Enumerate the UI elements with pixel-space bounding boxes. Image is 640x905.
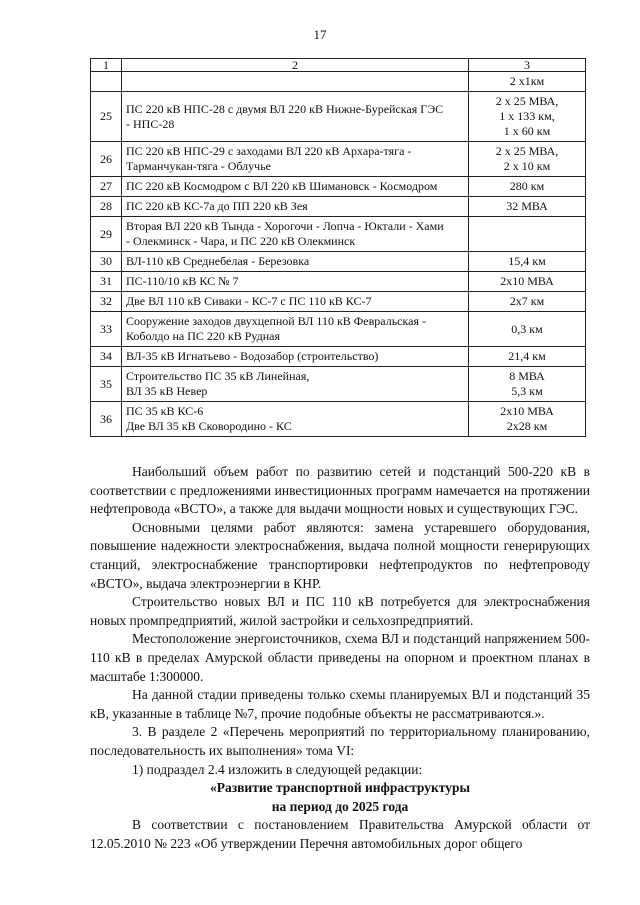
value-line: 2х7 км bbox=[509, 294, 545, 308]
description-line: ПС 35 кВ КС-6 bbox=[126, 404, 204, 418]
row-description bbox=[122, 347, 469, 367]
table-row bbox=[91, 177, 586, 197]
value-line: 280 км bbox=[509, 179, 545, 193]
table-header-row bbox=[91, 59, 586, 72]
row-value bbox=[469, 177, 586, 197]
row-value bbox=[469, 272, 586, 292]
description-line: Сооружение заходов двухцепной ВЛ 110 кВ Февральская - bbox=[126, 314, 426, 328]
description-line bbox=[126, 74, 464, 89]
value-line: 2х28 км bbox=[506, 419, 548, 433]
value-line: 2 х 25 МВА, bbox=[495, 144, 559, 158]
row-value bbox=[469, 367, 586, 402]
value-line: 2 х 25 МВА, bbox=[495, 94, 559, 108]
row-value bbox=[469, 92, 586, 142]
row-description bbox=[122, 177, 469, 197]
row-description bbox=[122, 92, 469, 142]
row-value bbox=[469, 312, 586, 347]
value-line: 1 х 133 км, bbox=[499, 109, 555, 123]
row-description bbox=[122, 292, 469, 312]
paragraph-resolution: В соответствии с постановлением Правительства Амурской области от 12.05.2010 № 223 «Об утверждении Перечня автомобильных дорог общего bbox=[90, 817, 590, 851]
row-number: 34 bbox=[91, 347, 122, 367]
infrastructure-table bbox=[90, 58, 586, 437]
value-line: 0,3 км bbox=[511, 321, 543, 336]
table-row bbox=[91, 92, 586, 142]
description-line: ПС-110/10 кВ КС № 7 bbox=[126, 274, 239, 288]
row-number: 26 bbox=[91, 142, 122, 177]
paragraph-location: Местоположение энергоисточников, схема ВЛ и подстанций напряжением 500-110 кВ в пределах Амурской области приведены на опорном и проектном планах в масштабе 1:300000. bbox=[90, 631, 590, 684]
row-description bbox=[122, 217, 469, 252]
description-line: Две ВЛ 110 кВ Сиваки - КС-7 с ПС 110 кВ КС-7 bbox=[126, 294, 372, 308]
table-row bbox=[91, 367, 586, 402]
row-description bbox=[122, 142, 469, 177]
paragraph-max-volume: Наибольший объем работ по развитию сетей и подстанций 500-220 кВ в соответствии с предложениями инвестиционных программ намечается на протяжении нефтепровода «ВСТО», а также для выдачи мощности новых и существующих ГЭС. bbox=[90, 464, 590, 517]
row-description bbox=[122, 367, 469, 402]
description-line: - Олекминск - Чара, и ПС 220 кВ Олекминск bbox=[126, 234, 356, 248]
description-line: ВЛ-110 кВ Среднебелая - Березовка bbox=[126, 254, 310, 268]
row-number: 33 bbox=[91, 312, 122, 347]
description-line: Две ВЛ 35 кВ Сковородино - КС bbox=[126, 419, 292, 433]
value-line: 5,3 км bbox=[511, 384, 543, 398]
value-line bbox=[473, 227, 581, 242]
table-header-col-3: 3 bbox=[469, 59, 586, 72]
row-description bbox=[122, 197, 469, 217]
row-description bbox=[122, 312, 469, 347]
table-row bbox=[91, 347, 586, 367]
table-row bbox=[91, 197, 586, 217]
paragraph-new-lines: Строительство новых ВЛ и ПС 110 кВ потребуется для электроснабжения новых промпредприятий, жилой застройки и сельхозпредприятий. bbox=[90, 594, 590, 628]
value-line: 32 МВА bbox=[506, 199, 548, 213]
description-line: ПС 220 кВ Космодром с ВЛ 220 кВ Шимановск - Космодром bbox=[126, 179, 438, 193]
body-text bbox=[90, 463, 590, 853]
value-line: 2х10 МВА bbox=[500, 404, 554, 418]
row-number: 31 bbox=[91, 272, 122, 292]
table-row bbox=[91, 402, 586, 437]
row-value bbox=[469, 347, 586, 367]
row-value bbox=[469, 252, 586, 272]
row-description bbox=[122, 252, 469, 272]
description-line: Строительство ПС 35 кВ Линейная, bbox=[126, 369, 310, 383]
row-number: 29 bbox=[91, 217, 122, 252]
description-line: Тарманчукан-тяга - Облучье bbox=[126, 159, 272, 173]
table-row bbox=[91, 252, 586, 272]
paragraph-subsection: 1) подраздел 2.4 изложить в следующей редакции: bbox=[132, 761, 423, 777]
section-heading-line-2: на период до 2025 года bbox=[271, 798, 409, 814]
row-value bbox=[469, 217, 586, 252]
page-number: 17 bbox=[313, 27, 327, 42]
row-number: 35 bbox=[91, 367, 122, 402]
description-line: ВЛ 35 кВ Невер bbox=[126, 384, 208, 398]
row-number: 32 bbox=[91, 292, 122, 312]
value-line: 21,4 км bbox=[508, 349, 546, 363]
row-value bbox=[469, 402, 586, 437]
description-line: ПС 220 кВ КС-7а до ПП 220 кВ Зея bbox=[126, 199, 308, 213]
paragraph-main-goals: Основными целями работ являются: замена устаревшего оборудования, повышение надежности электроснабжения, выдача полной мощности генерирующих станций, электроснабжение транспортировки нефтепродуктов по нефтепроводу «ВСТО», выдача электроэнергии в КНР. bbox=[90, 519, 590, 591]
value-line: 1 х 60 км bbox=[503, 124, 551, 138]
table-header-col-2: 2 bbox=[122, 59, 469, 72]
description-line: ПС 220 кВ НПС-29 с заходами ВЛ 220 кВ Архара-тяга - bbox=[126, 144, 412, 158]
row-number: 27 bbox=[91, 177, 122, 197]
row-number: 30 bbox=[91, 252, 122, 272]
row-value bbox=[469, 72, 586, 92]
table-row bbox=[91, 312, 586, 347]
value-line: 2х10 МВА bbox=[500, 274, 554, 288]
description-line: ПС 220 кВ НПС-28 с двумя ВЛ 220 кВ Нижне-Бурейская ГЭС bbox=[126, 101, 444, 116]
row-number: 36 bbox=[91, 402, 122, 437]
row-number bbox=[91, 72, 122, 92]
paragraph-section-2: 3. В разделе 2 «Перечень мероприятий по территориальному планированию, последовательность их выполнения» тома VI: bbox=[90, 724, 590, 758]
row-value bbox=[469, 142, 586, 177]
row-description bbox=[122, 402, 469, 437]
paragraph-stage: На данной стадии приведены только схемы планируемых ВЛ и подстанций 35 кВ, указанные в таблице №7, прочие подобные объекты не рассматриваются.». bbox=[90, 687, 590, 721]
table-row bbox=[91, 72, 586, 92]
row-value bbox=[469, 197, 586, 217]
row-description bbox=[122, 72, 469, 92]
table-header-col-1: 1 bbox=[91, 59, 122, 72]
table-row bbox=[91, 217, 586, 252]
description-line: Вторая ВЛ 220 кВ Тында - Хорогочи - Лопча - Юктали - Хами bbox=[126, 219, 444, 233]
table-row bbox=[91, 142, 586, 177]
value-line: 15,4 км bbox=[508, 254, 546, 268]
value-line: 2 х1км bbox=[509, 74, 545, 88]
row-value bbox=[469, 292, 586, 312]
table-row bbox=[91, 292, 586, 312]
table-row bbox=[91, 272, 586, 292]
description-line: ВЛ-35 кВ Игнатьево - Водозабор (строительство) bbox=[126, 349, 379, 363]
row-number: 25 bbox=[91, 92, 122, 142]
description-line: - НПС-28 bbox=[126, 116, 175, 131]
section-heading-line-1: «Развитие транспортной инфраструктуры bbox=[209, 780, 471, 796]
row-description bbox=[122, 272, 469, 292]
row-number: 28 bbox=[91, 197, 122, 217]
value-line: 8 МВА bbox=[509, 369, 545, 383]
value-line: 2 х 10 км bbox=[503, 159, 551, 173]
description-line: Коболдо на ПС 220 кВ Рудная bbox=[126, 329, 280, 343]
